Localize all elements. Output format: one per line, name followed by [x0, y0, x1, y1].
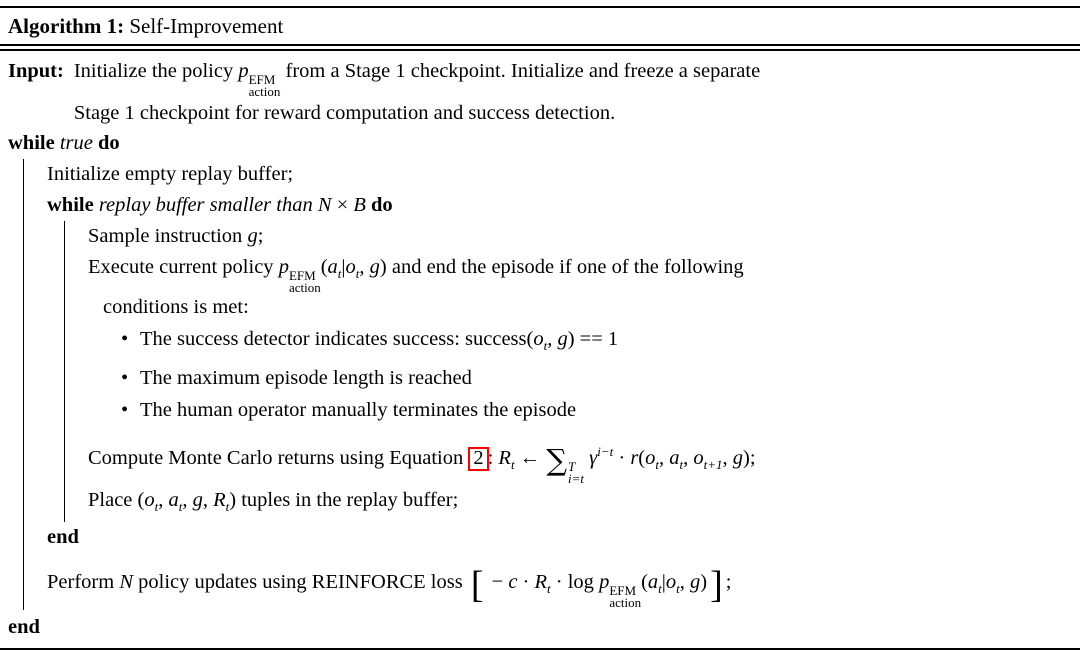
- line-execute-policy: [88, 252, 1076, 294]
- text-run-stack: EFM action: [248, 72, 281, 99]
- text-run-sub: t: [676, 581, 680, 596]
- inner-loop-body: [64, 221, 1076, 522]
- left-bracket: [: [470, 564, 484, 606]
- text-run-r: (: [641, 571, 648, 593]
- text-run-i: R: [534, 571, 548, 593]
- text-run-i: N: [119, 571, 133, 593]
- text-run-r: ) tuples in the replay buffer;: [229, 489, 459, 511]
- text-run-r: ,: [182, 489, 193, 511]
- equation-2-ref[interactable]: 2: [468, 447, 488, 471]
- text-run-stack: T i=t: [568, 459, 585, 486]
- text-run-i: g: [732, 447, 744, 469]
- text-run-i: o: [144, 489, 155, 511]
- text-run-r: Stage 1 checkpoint for reward computation and success detection.: [73, 102, 616, 124]
- text-run-i: B: [353, 194, 366, 216]
- text-run-i: o: [645, 447, 656, 469]
- line-end-inner: [47, 522, 1076, 553]
- text-run-r: (: [320, 256, 328, 278]
- text-run-i: N: [317, 194, 332, 216]
- text-run-i: R: [498, 447, 511, 469]
- text-run-b: while: [47, 194, 94, 216]
- text-run-i: g: [690, 571, 701, 593]
- text-run-r: Execute current policy: [88, 256, 279, 278]
- text-run-i: true: [54, 132, 98, 154]
- line-place-tuples: [88, 485, 1076, 522]
- termination-conditions-list: [88, 323, 1076, 426]
- text-run-sub: t: [355, 266, 360, 281]
- text-run-r: Initialize empty replay buffer;: [47, 163, 294, 185]
- text-run-i: p: [278, 256, 289, 278]
- algorithm-body: [0, 56, 1080, 643]
- text-run-sub: t: [510, 457, 515, 472]
- title-double-rule: [0, 44, 1080, 51]
- text-run-r: Initialize the policy: [73, 60, 239, 82]
- text-run-sub: t: [658, 581, 662, 596]
- text-run-i: a: [168, 489, 179, 511]
- right-bracket: ]: [710, 564, 723, 606]
- text-run-r: Sample instruction: [88, 225, 248, 247]
- text-run-i: γ: [589, 447, 598, 469]
- text-run-r: The maximum episode length is reached: [140, 367, 472, 389]
- text-run-r: ) and end the episode if one of the following: [379, 256, 744, 278]
- input-label: [8, 56, 64, 128]
- text-run-r: ←: [514, 447, 546, 469]
- text-run-r: Place (: [88, 489, 145, 511]
- text-run-sub: t: [655, 457, 659, 472]
- text-run-r: ,: [679, 571, 691, 593]
- algorithm-title: [0, 8, 1080, 44]
- text-run-r: ) == 1: [567, 328, 619, 350]
- text-run-i: g: [369, 256, 380, 278]
- text-run-r: Self-Improvement: [124, 14, 284, 38]
- text-run-sub: t: [543, 338, 548, 353]
- text-run-i: R: [213, 489, 226, 511]
- bullet-max-episode-length: [88, 362, 1076, 394]
- text-run-r: ,: [202, 489, 214, 511]
- text-run-b: Algorithm 1:: [8, 14, 125, 38]
- bullet-icon: •: [121, 367, 129, 389]
- algorithm-box: [0, 6, 1080, 638]
- text-run-r: ·: [517, 571, 535, 593]
- text-run-sub: t: [154, 499, 159, 514]
- bullet-human-terminate: [88, 394, 1076, 426]
- bullet-icon: •: [121, 328, 129, 350]
- text-run-i: g: [247, 225, 258, 247]
- text-run-r: ,: [547, 328, 558, 350]
- text-run-sub: t: [225, 499, 230, 514]
- text-run-r: ·: [613, 447, 631, 469]
- bullet-success-detector: [88, 323, 1076, 362]
- text-run-r: · log: [550, 571, 600, 593]
- text-run-b: end: [8, 616, 40, 638]
- text-run-r: Compute Monte Carlo returns using Equation: [88, 447, 469, 469]
- text-run-b: do: [97, 132, 120, 154]
- text-run-i: c: [508, 571, 518, 593]
- text-run-r: (: [638, 447, 646, 469]
- line-perform-updates: [47, 561, 1076, 610]
- text-run-i: a: [669, 447, 680, 469]
- input-statement: [8, 56, 1076, 128]
- text-run-b: Input:: [8, 60, 64, 82]
- text-run-r: conditions is met:: [103, 296, 249, 318]
- input-line-2: [74, 98, 760, 128]
- bullet-icon: •: [121, 399, 129, 421]
- line-while-true: [8, 128, 1076, 159]
- text-run-i: p: [238, 60, 249, 82]
- text-run-r: );: [743, 447, 756, 469]
- input-text: [74, 56, 760, 128]
- text-run-i: a: [647, 571, 659, 593]
- text-run-r: :: [487, 447, 499, 469]
- text-run-r: ): [700, 571, 708, 593]
- line-compute-returns: [88, 435, 1076, 485]
- text-run-i: o: [665, 571, 677, 593]
- line-while-replay-buffer: [47, 190, 1076, 221]
- line-sample-instruction: [88, 221, 1076, 252]
- text-run-r: ,: [359, 256, 370, 278]
- text-run-i: g: [557, 328, 568, 350]
- text-run-i: replay buffer smaller than: [93, 194, 318, 216]
- text-run-i: g: [192, 489, 203, 511]
- text-run-sub: t: [178, 499, 183, 514]
- text-run-r: ,: [158, 489, 169, 511]
- text-run-sub: t: [679, 457, 684, 472]
- text-run-r: from a Stage 1 checkpoint. Initialize and freeze a separate: [280, 60, 761, 82]
- text-run-sub: t: [337, 266, 342, 281]
- line-init-replay-buffer: [47, 159, 1076, 190]
- line-end-outer: [8, 612, 1076, 643]
- text-run-i: r: [630, 447, 639, 469]
- text-run-r: ,: [659, 447, 670, 469]
- text-run-b: do: [371, 194, 393, 216]
- text-run-i: o: [693, 447, 704, 469]
- text-run-i: o: [533, 328, 544, 350]
- text-run-r: ;: [257, 225, 264, 247]
- text-run-stack: EFM action: [288, 268, 321, 295]
- text-run-r: |: [661, 571, 666, 593]
- outer-loop-body: [23, 159, 1076, 610]
- line-conditions-met: [88, 294, 1076, 320]
- sum-symbol: ∑: [546, 443, 568, 477]
- text-run-r: ×: [331, 194, 354, 216]
- text-run-r: −: [486, 571, 509, 593]
- text-run-r: The success detector indicates success: success(: [140, 328, 534, 350]
- text-run-b: end: [47, 526, 79, 548]
- text-run-r: The human operator manually terminates the episode: [140, 399, 577, 421]
- text-run-i: p: [599, 571, 610, 593]
- text-run-sub: t: [547, 581, 551, 596]
- text-run-r: ;: [725, 571, 732, 593]
- text-run-r: ,: [722, 447, 733, 469]
- text-run-r: Perform: [47, 571, 120, 593]
- text-run-sub: t+1: [703, 457, 723, 472]
- text-run-r: policy updates using REINFORCE loss: [133, 571, 468, 593]
- text-run-sup: i−t: [597, 444, 614, 459]
- text-run-stack: EFM action: [609, 583, 642, 610]
- input-line-1: [74, 56, 760, 98]
- text-run-r: ,: [683, 447, 694, 469]
- text-run-i: a: [327, 256, 338, 278]
- text-run-r: |: [341, 256, 346, 278]
- text-run-b: while: [8, 132, 55, 154]
- text-run-i: o: [345, 256, 356, 278]
